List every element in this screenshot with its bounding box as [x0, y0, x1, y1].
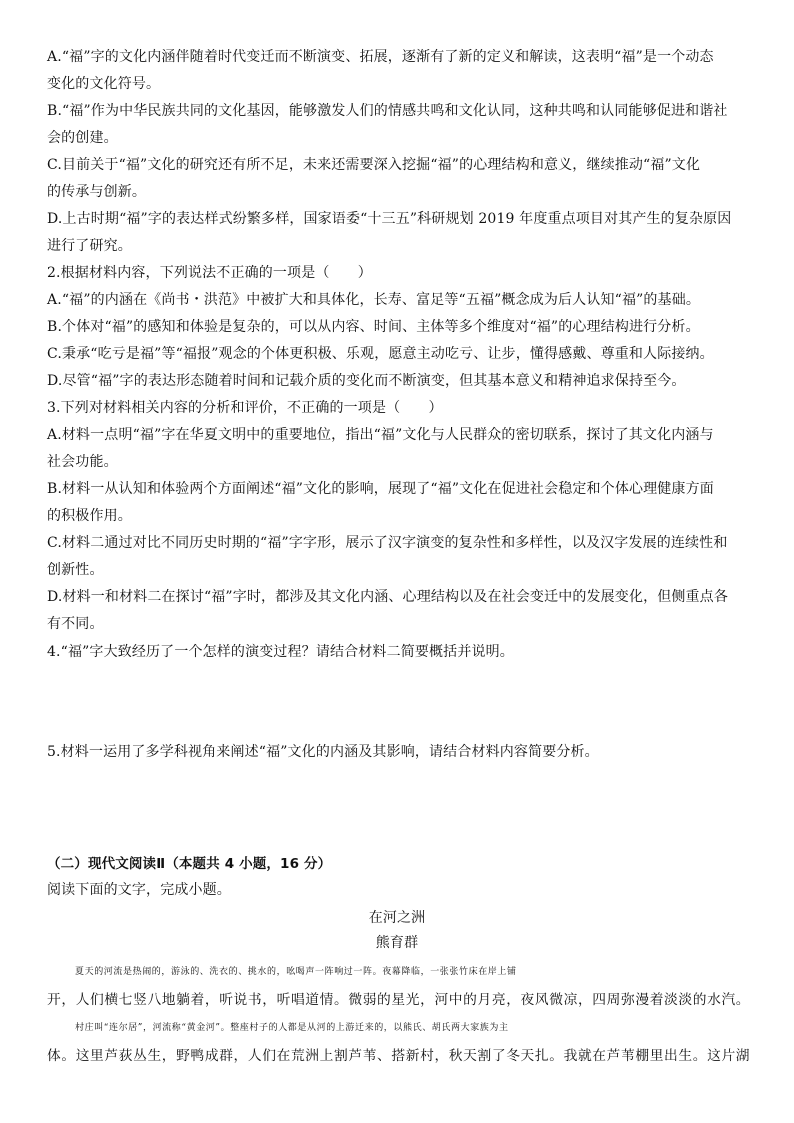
q1-option-a-line1: A.“福”字的文化内涵伴随着时代变迁而不断演变、拓展，逐渐有了新的定义和解读，这表明“福”是一个动态: [47, 49, 714, 65]
q1-option-d-line2: 进行了研究。: [47, 238, 132, 254]
section-heading: （二）现代文阅读Ⅱ（本题共 4 小题，16 分）: [47, 856, 332, 872]
paragraph-2-line2: 体。这里芦荻丛生，野鸭成群，人们在荒洲上割芦苇、搭新村，秋天割了冬天扎。我就在芦苇棚里出生。这片湖: [47, 1048, 751, 1064]
q1-option-a-line2: 变化的文化符号。: [47, 76, 161, 92]
paragraph-1-line1: 夏天的河流是热闹的，游泳的、洗衣的、挑水的，吆喝声一阵响过一阵。夜幕降临，一张张竹床在岸上铺: [75, 967, 517, 977]
q2-option-a: A.“福”的内涵在《尚书・洪范》中被扩大和具体化，长寿、富足等“五福”概念成为后人认知“福”的基础。: [47, 292, 701, 308]
q3-option-a-line1: A.材料一点明“福”字在华夏文明中的重要地位，指出“福”文化与人民群众的密切联系，探讨了其文化内涵与: [47, 427, 714, 443]
q1-option-b-line2: 会的创建。: [47, 130, 118, 146]
article-title: 在河之洲: [368, 910, 426, 926]
q3-option-d-line1: D.材料一和材料二在探讨“福”字时，都涉及其文化内涵、心理结构以及在社会变迁中的发展变化，但侧重点各: [47, 589, 728, 605]
q2-stem: 2.根据材料内容，下列说法不正确的一项是（ ）: [47, 265, 372, 281]
q1-option-c-line1: C.目前关于“福”文化的研究还有所不足，未来还需要深入挖掘“福”的心理结构和意义，继续推动“福”文化: [47, 157, 701, 173]
q5-stem: 5.材料一运用了多学科视角来阐述“福”文化的内涵及其影响，请结合材料内容简要分析。: [47, 744, 599, 760]
q1-option-b-line1: B.“福”作为中华民族共同的文化基因，能够激发人们的情感共鸣和文化认同，这种共鸣和认同能够促进和谐社: [47, 103, 728, 119]
q2-option-c: C.秉承“吃亏是福”等“福报”观念的个体更积极、乐观，愿意主动吃亏、让步，懂得感戴、尊重和人际接纳。: [47, 346, 714, 362]
paragraph-1-line2: 开，人们横七竖八地躺着，听说书，听唱道情。微弱的星光，河中的月亮，夜风微凉，四周弥漫着淡淡的水汽。: [47, 992, 751, 1008]
paragraph-2-line1: 村庄叫“连尔居”，河流称“黄金河”。整座村子的人都是从河的上游迁来的，以熊氏、胡氏两大家族为主: [75, 1023, 509, 1033]
q2-option-b: B.个体对“福”的感知和体验是复杂的，可以从内容、时间、主体等多个维度对“福”的心理结构进行分析。: [47, 319, 700, 335]
q1-option-c-line2: 的传承与创新。: [47, 184, 147, 200]
q3-option-b-line1: B.材料一从认知和体验两个方面阐述“福”文化的影响，展现了“福”文化在促进社会稳定和个体心理健康方面: [47, 481, 714, 497]
q3-option-a-line2: 社会功能。: [47, 454, 118, 470]
q3-option-d-line2: 有不同。: [47, 616, 104, 632]
q3-stem: 3.下列对材料相关内容的分析和评价，不正确的一项是（ ）: [47, 400, 443, 416]
q3-option-b-line2: 的积极作用。: [47, 508, 132, 524]
reading-instruction: 阅读下面的文字，完成小题。: [47, 882, 231, 898]
q4-stem: 4.“福”字大致经历了一个怎样的演变过程？请结合材料二简要概括并说明。: [47, 644, 514, 660]
q3-option-c-line1: C.材料二通过对比不同历史时期的“福”字字形，展示了汉字演变的复杂性和多样性，以及汉字发展的连续性和: [47, 535, 728, 551]
q1-option-d-line1: D.上古时期“福”字的表达样式纷繁多样，国家语委“十三五”科研规划 2019 年度重点项目对其产生的复杂原因: [47, 211, 732, 227]
q3-option-c-line2: 创新性。: [47, 562, 104, 578]
article-author: 熊育群: [375, 935, 419, 951]
q2-option-d: D.尽管“福”字的表达形态随着时间和记载介质的变化而不断演变，但其基本意义和精神追求保持至今。: [47, 373, 686, 389]
